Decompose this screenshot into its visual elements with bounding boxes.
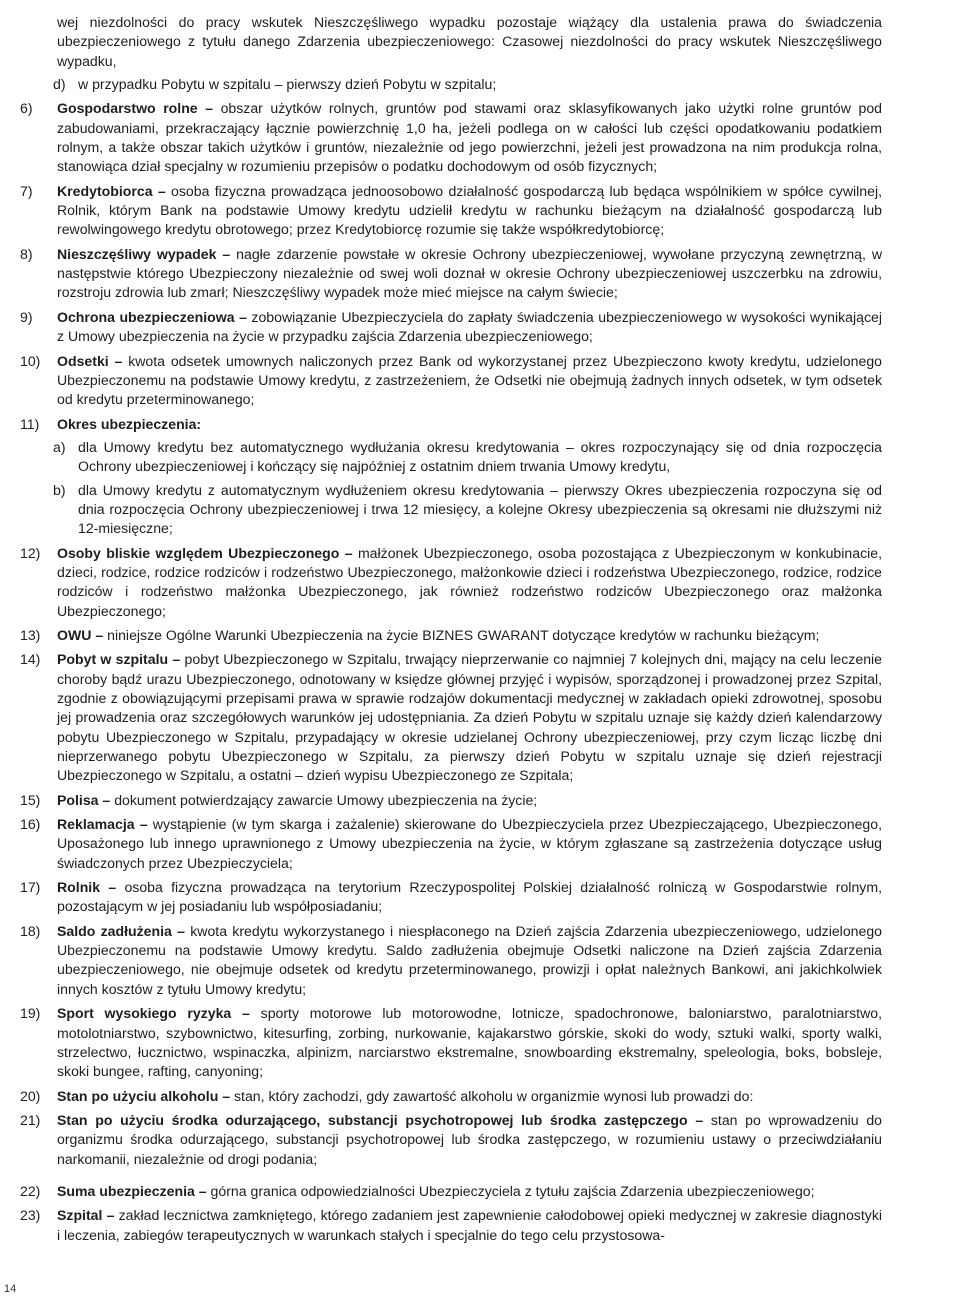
definition-item — [20, 626, 882, 645]
subitem-label: a) — [53, 438, 66, 455]
item-term: Szpital – — [57, 1207, 115, 1224]
definition-item — [20, 878, 882, 917]
definition-item — [20, 650, 882, 785]
item-term: Ochrona ubezpieczeniowa – — [57, 308, 247, 325]
item-text: sporty motorowe lub motorowodne, lotnicze, spadochronowe, baloniarstwo, paralotniarstwo, motolotniarstwo, szybownictwo, kitesurfing, zorbing, nurkowanie, kajakarstwo górskie, skoki do wody, sztuki walki, sporty walki, strzelectwo, łucznictwo, wspinaczka, alpinizm, narciarstwo ekstremalne, snowboarding ekstremalny, speleologia, boks, bobsleje, skoki bungee, rafting, canyoning; — [57, 1005, 883, 1080]
definition-item — [20, 352, 882, 410]
item-text: niniejsze Ogólne Warunki Ubezpieczenia na życie BIZNES GWARANT dotyczące kredytów w rachunku bieżącym; — [107, 626, 820, 643]
item-number: 8) — [20, 245, 33, 262]
definition-item — [20, 922, 882, 999]
subitem-label: d) — [53, 76, 66, 93]
item-term: Reklamacja – — [57, 816, 148, 833]
item-number: 7) — [20, 182, 33, 199]
page-number: 14 — [4, 1283, 17, 1295]
item-text: zobowiązanie Ubezpieczyciela do zapłaty świadczenia ubezpieczeniowego w wysokości wynikającej z Umowy ubezpieczenia na życie w przypadku zajścia Zdarzenia ubezpieczeniowego; — [57, 308, 883, 345]
definition-item — [20, 245, 882, 303]
item-number: 21) — [20, 1111, 41, 1128]
item-number: 23) — [20, 1207, 41, 1224]
item-number: 11) — [20, 415, 40, 432]
subitem-a — [53, 438, 882, 477]
definition-item — [20, 1087, 882, 1106]
item-term: Polisa – — [57, 791, 111, 808]
item-term: Rolnik – — [57, 879, 117, 896]
item-text: obszar użytków rolnych, gruntów pod stawami oraz sklasyfikowanych jako użytki rolne gruntów pod zabudowaniami, przekraczający łącznie powierzchnię 1,0 ha, jeżeli podlega on w całości lub części opodatkowaniu podatkiem rolnym, a także obszar takich użytków i gruntów, niezależnie od jego powierzchni, jeżeli jest prowadzona na nim produkcja rolna, stanowiąca dział specjalny w rozumieniu przepisów o podatku dochodowym od osób fizycznych; — [57, 100, 882, 175]
item-term: Suma ubezpieczenia – — [57, 1182, 207, 1199]
item-text: stan, który zachodzi, gdy zawartość alkoholu w organizmie wynosi lub prowadzi do: — [233, 1087, 754, 1104]
item-term: OWU – — [57, 626, 104, 643]
item-text: kwota odsetek umownych naliczonych przez Bank od wykorzystanej przez Ubezpieczono kwoty kredytu, udzielonego Ubezpieczonemu na podstawie Umowy kredytu, z zastrzeżeniem, że Odsetki nie obejmują żadnych innych odsetek, w tym odsetek od kredytu przeterminowanego; — [57, 352, 882, 408]
item-text: zakład lecznictwa zamkniętego, którego zadaniem jest zapewnienie całodobowej opieki medycznej w zakresie diagnostyki i leczenia, zabiegów terapeutycznych w warunkach stałych i specjalnie do tego celu przystosowa- — [57, 1207, 882, 1243]
item-text: nagłe zdarzenie powstałe w okresie Ochrony ubezpieczeniowej, wywołane przyczyną zewnętrzną, w następstwie którego Ubezpieczony niezależnie od swej woli doznał w okresie Ochrony ubezpieczeniowej uszczerbku na zdrowiu, rozstroju zdrowia lub zmarł; Nieszczęśliwy wypadek może mieć miejsce na całym świecie; — [57, 245, 883, 301]
subitem-text: w przypadku Pobytu w szpitalu – pierwszy dzień Pobytu w szpitalu; — [78, 76, 497, 93]
item-number: 16) — [20, 816, 41, 833]
item-number: 13) — [20, 626, 41, 643]
item-number: 10) — [20, 352, 41, 369]
item-term: Okres ubezpieczenia: — [57, 415, 202, 432]
item-number: 12) — [20, 544, 41, 561]
definition-item — [20, 415, 882, 434]
definition-item — [20, 815, 882, 873]
item-term: Kredytobiorca – — [57, 182, 166, 199]
item-term: Gospodarstwo rolne – — [57, 100, 214, 117]
item-term: Osoby bliskie względem Ubezpieczonego – — [57, 544, 353, 561]
continuation-subitem-d — [53, 75, 882, 94]
item-term: Pobyt w szpitalu – — [57, 651, 181, 668]
item-term: Nieszczęśliwy wypadek – — [57, 245, 231, 262]
definition-item — [20, 791, 882, 810]
item-number: 6) — [20, 100, 33, 117]
subitem-label: b) — [53, 481, 66, 498]
definition-item — [20, 99, 882, 176]
subitem-b — [53, 481, 882, 539]
definition-item — [20, 1182, 882, 1201]
item-number: 18) — [20, 922, 41, 939]
item-text: kwota kredytu wykorzystanego i niespłaconego na Dzień zajścia Zdarzenia ubezpieczeniowego, udzielonego Ubezpieczonemu na podstawie Umowy kredytu. Saldo zadłużenia obejmuje Odsetki naliczone na Dzień zajścia Zdarzenia ubezpieczeniowego, nie obejmuje odsetek od kredytu przeterminowanego, prowizji i opłat należnych Bankowi, ani jakichkolwiek innych kosztów z tytułu Umowy kredytu; — [57, 922, 883, 997]
definition-item — [20, 1206, 882, 1245]
subitem-text: dla Umowy kredytu bez automatycznego wydłużania okresu kredytowania – okres rozpoczynający się od dnia rozpoczęcia Ochrony ubezpieczeniowej i kończący się najpóźniej z ostatnim dniem trwania Umowy kredytu, — [78, 438, 882, 475]
item-text: wystąpienie (w tym skarga i zażalenie) skierowane do Ubezpieczyciela przez Ubezpieczającego, Ubezpieczonego, Uposażonego lub innego uprawnionego z Umowy ubezpieczenia na życie, w którym zgłaszane są zastrzeżenia dotyczące usług świadczonych przez Ubezpieczyciela; — [57, 816, 882, 871]
item-number: 19) — [20, 1005, 41, 1022]
item-text: małżonek Ubezpieczonego, osoba pozostająca z Ubezpieczonym w konkubinacie, dzieci, rodzice, rodzice rodziców i rodzeństwo Ubezpieczonego, małżonkowie dzieci i rodzeństwa Ubezpieczonego, rodzice, rodzice rodziców i rodzeństwo małżonka Ubezpieczonego, jak również rodzeństwo rodziców Ubezpieczonego oraz małżonka Ubezpieczonego; — [57, 544, 882, 619]
item-number: 20) — [20, 1087, 41, 1104]
item-term: Odsetki – — [57, 352, 123, 369]
item-term: Sport wysokiego ryzyka – — [57, 1005, 250, 1022]
definition-item — [20, 544, 882, 621]
subitem-text: dla Umowy kredytu z automatycznym wydłużeniem okresu kredytowania – pierwszy Okres ubezpieczenia rozpoczyna się od dnia rozpoczęcia Ochrony ubezpieczeniowej i trwa 12 miesięcy, a kolejne Okresy ubezpieczenia są okresami nie dłuższymi niż 12-miesięczne; — [78, 481, 882, 537]
item-number: 15) — [20, 791, 41, 808]
item-text: dokument potwierdzający zawarcie Umowy ubezpieczenia na życie; — [114, 791, 538, 808]
continuation-paragraph — [20, 13, 882, 71]
item-number: 17) — [20, 879, 41, 896]
item-text: stan po wprowadzeniu do organizmu środka odurzającego, substancji psychotropowej lub środka zastępczego, w rozumieniu ustawy o przeciwdziałaniu narkomanii, niezależnie od drogi podania; — [57, 1111, 882, 1167]
item-text: osoba fizyczna prowadząca na terytorium Rzeczypospolitej Polskiej działalność rolniczą w Gospodarstwie rolnym, pozostającym w jej posiadaniu lub współposiadaniu; — [57, 879, 882, 915]
item-term: Stan po użyciu środka odurzającego, substancji psychotropowej lub środka zastępczego – — [57, 1111, 704, 1128]
definition-item — [20, 1111, 882, 1169]
item-term: Saldo zadłużenia – — [57, 922, 185, 939]
item-text: górna granica odpowiedzialności Ubezpieczyciela z tytułu zajścia Zdarzenia ubezpieczeniowego; — [210, 1182, 815, 1199]
item-text: pobyt Ubezpieczonego w Szpitalu, trwający nieprzerwanie co najmniej 7 kolejnych dni, mający na celu leczenie choroby bądź urazu Ubezpieczonego, odnotowany w księdze głównej przyjęć i wypisów, sporządzonej i prowadzonej przez Szpital, zgodnie z obowiązującymi przepisami prawa w sprawie rodzajów dokumentacji medycznej w zakładach opieki zdrowotnej, sposobu jej prowadzenia oraz szczegółowych warunków jej udostępniania. Za dzień Pobytu w szpitalu uznaje się każdy dzień kalendarzowy pobytu Ubezpieczonego w Szpitalu, przypadający w okresie udzielanej Ochrony ubezpieczeniowej, przy czym licząc liczbę dni nieprzerwanego pobytu Ubezpieczonego w Szpitalu, za pierwszy dzień Pobytu w szpitalu uznaje się dzień rejestracji Ubezpieczonego w Szpitalu, a ostatni – dzień wypisu Ubezpieczonego ze Szpitala; — [57, 651, 883, 784]
item-term: Stan po użyciu alkoholu – — [57, 1087, 231, 1104]
item-text: osoba fizyczna prowadząca jednoosobowo działalność gospodarczą lub będąca wspólnikiem w spółce cywilnej, Rolnik, którym Bank na podstawie Umowy kredytu udzielił kredytu w rachunku bieżącym na działalność gospodarczą lub rewolwingowego kredytu obrotowego; przez Kredytobiorcę rozumie się także współkredytobiorcę; — [57, 182, 882, 238]
definition-item — [20, 182, 882, 240]
continuation-text: wej niezdolności do pracy wskutek Nieszczęśliwego wypadku pozostaje wiążący dla ustalenia prawa do świadczenia ubezpieczeniowego z tytułu danego Zdarzenia ubezpieczeniowego: Czasowej niezdolności do pracy wskutek Nieszczęśliwego wypadku, — [57, 14, 882, 69]
definition-item — [20, 308, 882, 347]
item-number: 9) — [20, 308, 33, 325]
definitions-list — [20, 13, 882, 1250]
definition-item — [20, 1004, 882, 1081]
item-number: 22) — [20, 1182, 41, 1199]
item-number: 14) — [20, 651, 41, 668]
